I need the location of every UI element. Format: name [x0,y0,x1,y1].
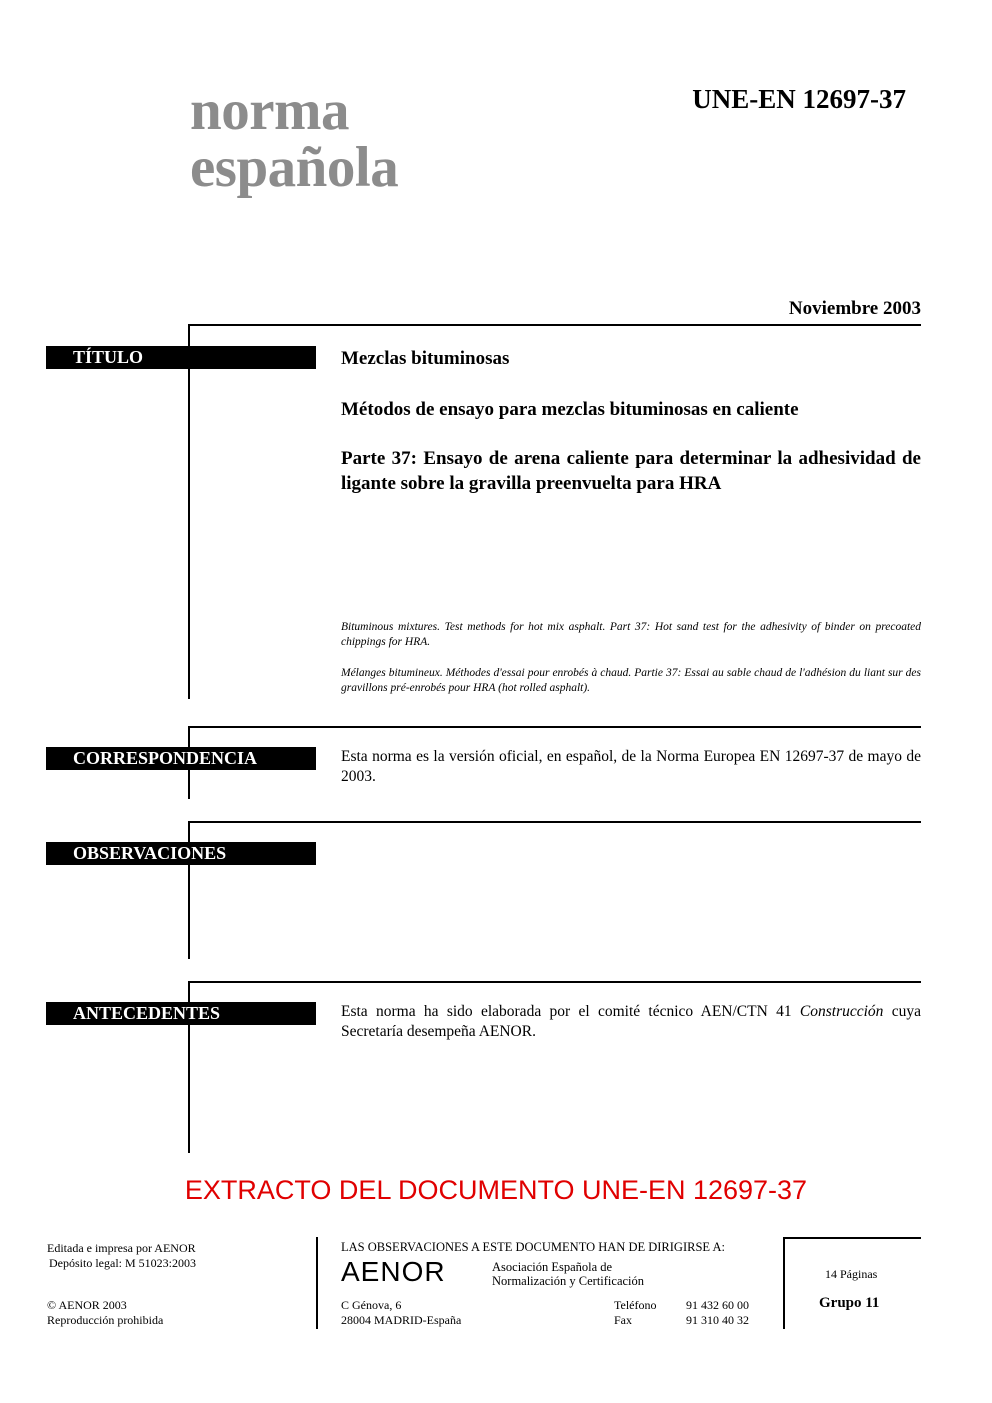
title-french: Mélanges bitumineux. Méthodes d'essai pour enrobés à chaud. Partie 37: Essai au sable chaud de l'adhésion du liant sur des gravillons pré-enrobés pour HRA (hot rolled asphalt). [341,667,921,694]
label-observaciones: OBSERVACIONES [46,842,316,865]
antecedentes-committee-name: Construcción [799,1003,884,1020]
aenor-full-name [492,1260,644,1288]
title-english: Bituminous mixtures. Test methods for hot mix asphalt. Part 37: Hot sand test for the adhesivity of binder on precoated chippings for HRA. [341,621,921,648]
aenor-name-line-1: Asociación Española de [492,1260,613,1274]
title-subtitle: Métodos de ensayo para mezclas bituminosas en caliente [341,399,799,420]
brand-line-1: norma [190,79,349,142]
footer-deposit: Depósito legal: M 51023:2003 [49,1256,196,1270]
brand-line-2: española [190,136,399,199]
footer-box-top [783,1237,921,1239]
antecedentes-text-end: cuya Secretaría desempeña AENOR. [341,1003,921,1040]
section-divider [188,821,921,823]
aenor-logo: AENOR [341,1256,446,1287]
footer-address-city: 28004 MADRID-España [341,1313,462,1327]
antecedentes-text-start: Esta norma ha sido elaborada por el comité técnico AEN/CTN 41 [341,1003,800,1020]
title-part: Parte 37: Ensayo de arena caliente para determinar la adhesividad de ligante sobre la gravilla preenvuelta para HRA [341,448,921,494]
correspondencia-text: Esta norma es la versión oficial, en español, de la Norma Europea EN 12697-37 de mayo de 2003. [341,748,921,785]
footer-phone-label: Teléfono [614,1298,657,1312]
footer-group: Grupo 11 [819,1295,880,1311]
aenor-name-line-2: Normalización y Certificación [492,1274,645,1288]
footer-pages: 14 Páginas [825,1267,878,1281]
antecedentes-text [341,1002,921,1042]
footer-observations-heading: LAS OBSERVACIONES A ESTE DOCUMENTO HAN DE DIRIGIRSE A: [341,1240,725,1254]
publication-date: Noviembre 2003 [788,298,921,319]
label-antecedentes: ANTECEDENTES [46,1002,316,1025]
brand-title [190,79,399,199]
footer-box-left [783,1237,785,1329]
section-divider [188,981,921,983]
footer-copyright: © AENOR 2003 [47,1298,127,1312]
label-correspondencia: CORRESPONDENCIA [46,747,316,770]
footer-address-street: C Génova, 6 [341,1298,402,1312]
standard-code: UNE-EN 12697-37 [692,84,906,114]
footer-divider [316,1237,318,1329]
footer-reproduction: Reproducción prohibida [47,1313,164,1327]
title-main: Mezclas bituminosas [341,348,510,369]
extract-notice: EXTRACTO DEL DOCUMENTO UNE-EN 12697-37 [184,1175,808,1205]
label-titulo: TÍTULO [46,346,316,369]
footer-phone-value: 91 432 60 00 [686,1298,749,1312]
footer-edited: Editada e impresa por AENOR [47,1241,196,1255]
section-divider [188,324,921,326]
footer-fax-value: 91 310 40 32 [686,1313,749,1327]
section-vertical-rule [188,324,190,699]
section-divider [188,726,921,728]
footer-fax-label: Fax [614,1313,632,1327]
